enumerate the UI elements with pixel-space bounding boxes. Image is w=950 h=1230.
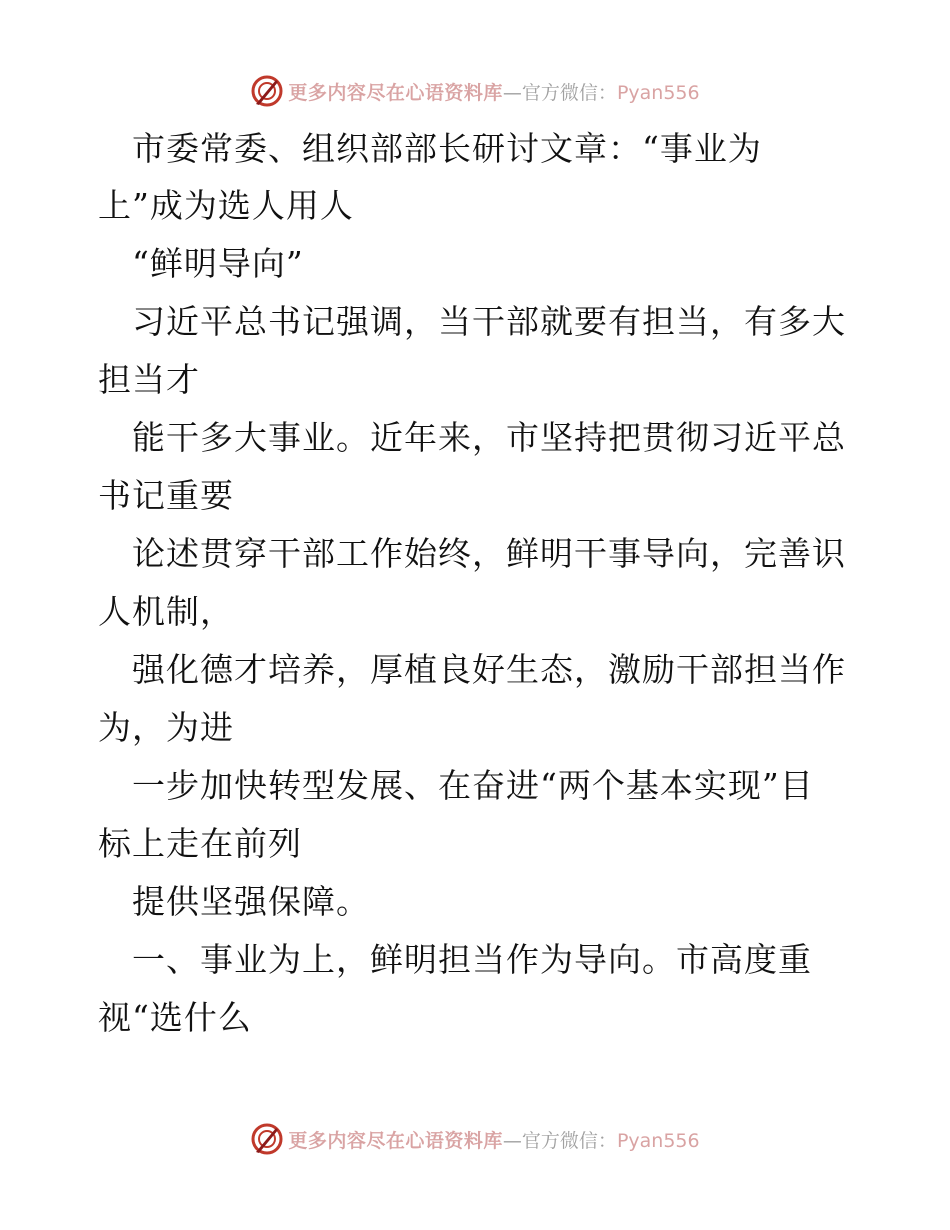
watermark-id: Pyan556	[616, 1129, 700, 1152]
text-line: 论述贯穿干部工作始终，鲜明干事导向，完善识	[98, 534, 846, 573]
text-line: 一步加快转型发展、在奋进“两个基本实现”目	[98, 766, 814, 805]
watermark-site: 更多内容尽在心语资料库	[288, 81, 503, 104]
footer-watermark	[0, 1119, 950, 1159]
text-line: 提供坚强保障。	[98, 882, 370, 921]
quill-logo-icon	[250, 1122, 284, 1156]
watermark-separator: —	[502, 81, 522, 104]
watermark-separator: —	[502, 1129, 522, 1152]
quill-logo-icon	[250, 74, 284, 108]
text-line: 担当才	[98, 360, 200, 399]
text-line: “鲜明导向”	[98, 244, 304, 283]
text-line: 视“选什么	[98, 998, 252, 1037]
watermark-text	[288, 1126, 699, 1153]
text-line: 人机制，	[98, 592, 234, 631]
watermark-site: 更多内容尽在心语资料库	[288, 1129, 503, 1152]
watermark-text	[288, 78, 699, 105]
text-line: 书记重要	[98, 476, 234, 515]
text-line: 一、事业为上，鲜明担当作为导向。市高度重	[98, 940, 812, 979]
text-line: 上”成为选人用人	[98, 186, 354, 225]
text-line: 强化德才培养，厚植良好生态，激励干部担当作	[98, 650, 846, 689]
watermark-label: 官方微信：	[521, 81, 617, 104]
text-line: 能干多大事业。近年来，市坚持把贯彻习近平总	[98, 418, 846, 457]
text-line: 为，为进	[98, 708, 234, 747]
watermark-label: 官方微信：	[521, 1129, 617, 1152]
text-line: 习近平总书记强调，当干部就要有担当，有多大	[98, 302, 846, 341]
header-watermark	[0, 71, 950, 111]
text-line: 标上走在前列	[98, 824, 302, 863]
watermark-id: Pyan556	[616, 81, 700, 104]
text-line: 市委常委、组织部部长研讨文章：“事业为	[98, 129, 762, 168]
